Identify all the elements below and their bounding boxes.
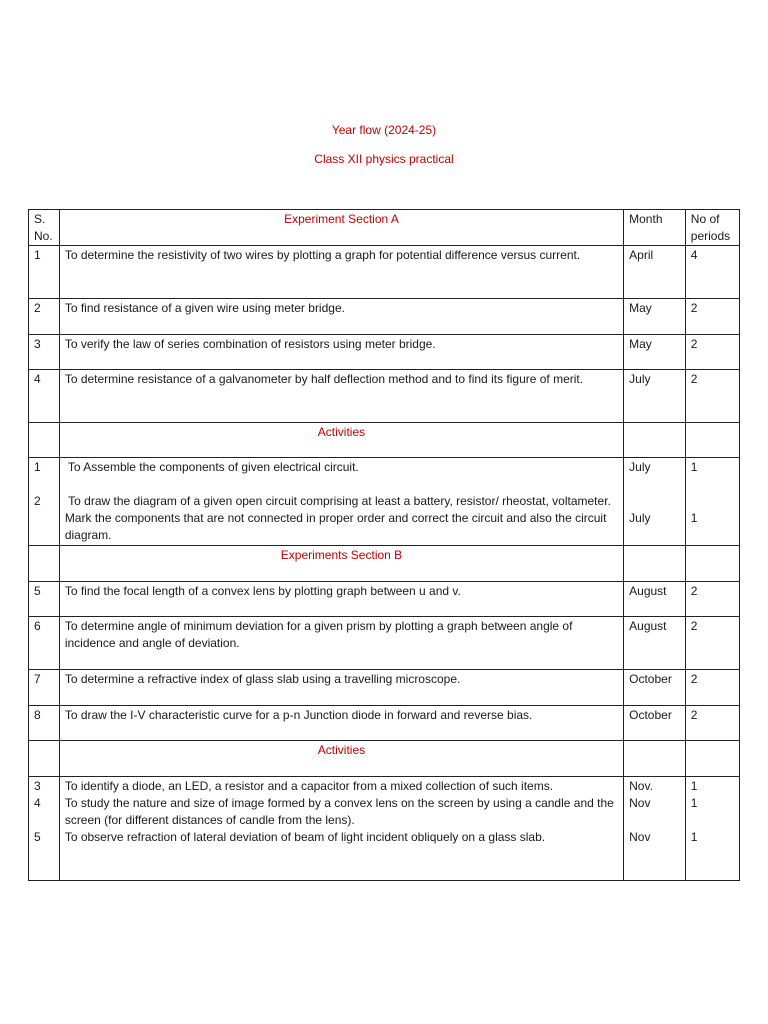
row-month: October	[624, 706, 686, 741]
activities-row	[29, 777, 740, 881]
header-sno: S. No.	[29, 210, 60, 246]
activity-sno: 1	[34, 460, 41, 474]
activity-text: To observe refraction of lateral deviation of beam of light incident obliquely on a glass slab.	[64, 830, 546, 844]
row-periods: 2	[685, 617, 739, 670]
row-sno: 7	[29, 670, 60, 706]
row-month: July	[624, 370, 686, 423]
row-periods: 2	[685, 706, 739, 741]
activity-periods: 1	[690, 460, 698, 474]
activity-sno: 2	[34, 494, 41, 508]
experiments-section-b-heading: Experiments Section B	[59, 546, 623, 582]
row-experiment: To draw the I-V characteristic curve for a p-n Junction diode in forward and reverse bias.	[59, 706, 623, 741]
activity-month: July	[629, 511, 651, 525]
row-month: May	[624, 335, 686, 370]
activity-text: To Assemble the components of given electrical circuit.	[64, 460, 359, 474]
row-month: August	[624, 617, 686, 670]
row-sno: 5	[29, 582, 60, 617]
table-row	[29, 670, 740, 706]
row-month: August	[624, 582, 686, 617]
row-experiment: To find resistance of a given wire using meter bridge.	[59, 299, 623, 335]
table-row	[29, 582, 740, 617]
activity-text: To study the nature and size of image formed by a convex lens on the screen by using a candle and the screen (for different distances of candle from the lens).	[64, 796, 614, 827]
row-experiment: To determine a refractive index of glass slab using a travelling microscope.	[59, 670, 623, 706]
row-periods: 4	[685, 246, 739, 299]
table-row	[29, 370, 740, 423]
row-month: April	[624, 246, 686, 299]
activity-month: Nov	[629, 796, 651, 810]
table-row	[29, 299, 740, 335]
row-experiment: To determine the resistivity of two wires by plotting a graph for potential difference versus current.	[59, 246, 623, 299]
table-row	[29, 246, 740, 299]
activity-periods: 1	[690, 830, 698, 844]
row-periods: 2	[685, 670, 739, 706]
row-periods: 2	[685, 335, 739, 370]
activity-sno: 3	[34, 779, 41, 793]
row-sno: 2	[29, 299, 60, 335]
row-periods: 2	[685, 299, 739, 335]
section-heading-row	[29, 741, 740, 777]
section-heading-row	[29, 546, 740, 582]
activity-month: Nov	[629, 830, 651, 844]
row-sno: 3	[29, 335, 60, 370]
row-sno: 8	[29, 706, 60, 741]
row-month: May	[624, 299, 686, 335]
row-experiment: To determine resistance of a galvanometer by half deflection method and to find its figure of merit.	[59, 370, 623, 423]
document-title: Year flow (2024-25)	[331, 123, 437, 137]
header-month: Month	[624, 210, 686, 246]
activities-heading: Activities	[59, 423, 623, 458]
table-header-row	[29, 210, 740, 246]
row-experiment: To verify the law of series combination of resistors using meter bridge.	[59, 335, 623, 370]
activity-text: To draw the diagram of a given open circuit comprising at least a battery, resistor/ rheostat, voltameter. Mark the components that are not connected in proper order and correct the circuit and also the circuit diagram.	[64, 494, 615, 542]
activity-periods: 1	[690, 796, 698, 810]
row-periods: 2	[685, 370, 739, 423]
header-experiment-section-a: Experiment Section A	[59, 210, 623, 246]
row-month: October	[624, 670, 686, 706]
practical-schedule-table	[28, 209, 740, 881]
table-row	[29, 335, 740, 370]
activity-periods: 1	[690, 779, 698, 793]
activity-month: July	[629, 460, 651, 474]
activity-periods: 1	[690, 511, 698, 525]
activity-sno: 5	[34, 830, 41, 844]
header-periods: No of periods	[685, 210, 739, 246]
table-row	[29, 706, 740, 741]
row-periods: 2	[685, 582, 739, 617]
row-sno: 1	[29, 246, 60, 299]
row-sno: 4	[29, 370, 60, 423]
table-row	[29, 617, 740, 670]
row-experiment: To find the focal length of a convex lens by plotting graph between u and v.	[59, 582, 623, 617]
activities-heading: Activities	[59, 741, 623, 777]
row-experiment: To determine angle of minimum deviation for a given prism by plotting a graph between angle of incidence and angle of deviation.	[59, 617, 623, 670]
activities-row	[29, 458, 740, 546]
section-heading-row	[29, 423, 740, 458]
row-sno: 6	[29, 617, 60, 670]
activity-sno: 4	[34, 796, 41, 810]
document-subtitle: Class XII physics practical	[314, 152, 454, 166]
activity-text: To identify a diode, an LED, a resistor and a capacitor from a mixed collection of such items.	[64, 779, 554, 793]
activity-month: Nov.	[629, 779, 653, 793]
